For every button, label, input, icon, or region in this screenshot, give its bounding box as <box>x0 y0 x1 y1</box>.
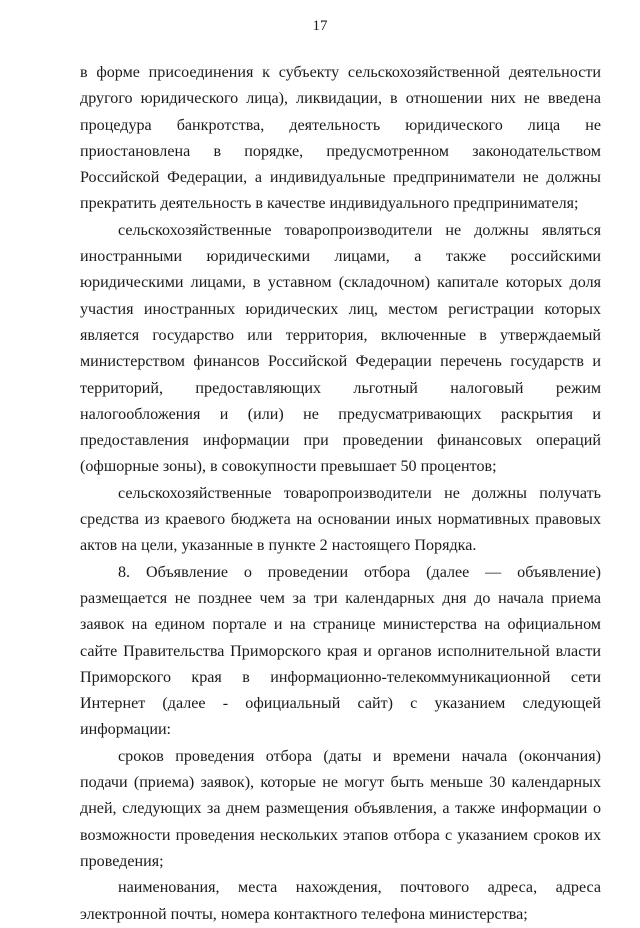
paragraph-budget-funds: сельскохозяйственные товаропроизводители не должны получать средства из краевого бюджета на основании иных нормативных правовых актов на цели, указанные в пункте 2 настоящего Порядка. <box>80 484 601 555</box>
paragraph-foreign-entities: сельскохозяйственные товаропроизводители не должны являться иностранными юридическими лицами, а также российскими юридическими лицами, в уставном (складочном) капитале которых доля участия иностранных юридических лиц, местом регистрации которых является государство или территория, включенные в утверждаемый министерством финансов Российской Федерации перечень государств и территорий, предоставляющих льготный налоговый режим налогообложения и (или) не предусматривающих раскрытия и предоставления информации при проведении финансовых операций (офшорные зоны), в совокупности превышает 50 процентов; <box>80 221 601 476</box>
paragraph-ministry-contacts: наименования, места нахождения, почтового адреса, адреса электронной почты, номера контактного телефона министерства; <box>80 879 601 923</box>
paragraph-selection-terms: сроков проведения отбора (даты и времени начала (окончания) подачи (приема) заявок), которые не могут быть меньше 30 календарных дней, следующих за днем размещения объявления, а также информации о возможности проведения нескольких этапов отбора с указанием сроков их проведения; <box>80 747 601 870</box>
document-body <box>80 60 601 928</box>
paragraph-item-8: 8. Объявление о проведении отбора (далее — объявление) размещается не позднее чем за три календарных дня до начала приема заявок на едином портале и на странице министерства на официальном сайте Правительства Приморского края и органов исполнительной власти Приморского края в информационно-телекоммуникационной сети Интернет (далее - официальный сайт) с указанием следующей информации: <box>80 563 601 739</box>
page-number: 17 <box>312 18 328 34</box>
paragraph-continuation: в форме присоединения к субъекту сельскохозяйственной деятельности другого юридического лица), ликвидации, в отношении них не введена процедура банкротства, деятельность юридического лица не приостановлена в порядке, предусмотренном законодательством Российской Федерации, а индивидуальные предприниматели не должны прекратить деятельность в качестве индивидуального предпринимателя; <box>80 64 601 213</box>
